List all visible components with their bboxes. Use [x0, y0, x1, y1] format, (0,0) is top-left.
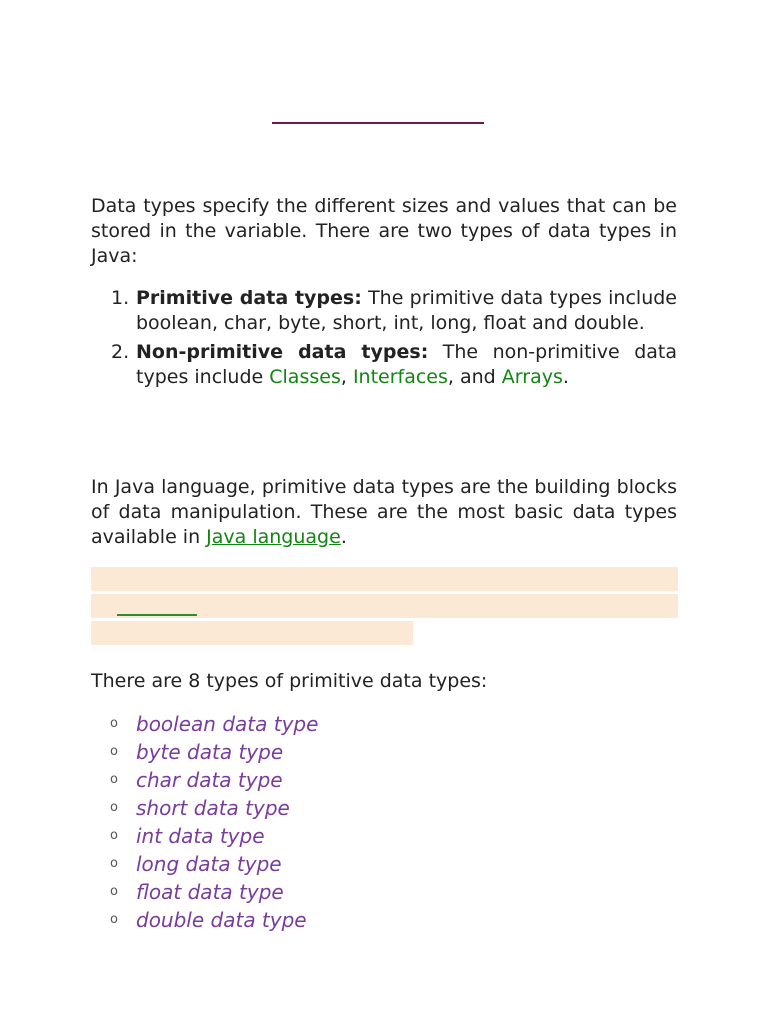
- primitive-type[interactable]: float data type: [136, 880, 284, 904]
- list-item: [110, 738, 318, 766]
- list-item: [110, 822, 318, 850]
- primitive-type[interactable]: byte data type: [136, 740, 284, 764]
- sentence-end: .: [340, 526, 347, 548]
- java-language-link[interactable]: Java language: [206, 526, 341, 548]
- bullet-icon: o: [110, 912, 118, 927]
- list-item: [110, 850, 318, 878]
- bullet-icon: o: [110, 800, 118, 815]
- data-type-categories-list: [91, 286, 677, 394]
- list-item: [110, 794, 318, 822]
- list-item: [110, 878, 318, 906]
- classes-link[interactable]: Classes: [269, 366, 341, 388]
- bullet-icon: o: [110, 772, 118, 787]
- bullet-icon: o: [110, 716, 118, 731]
- primitive-type[interactable]: char data type: [136, 768, 283, 792]
- primitive-type[interactable]: boolean data type: [136, 712, 319, 736]
- primitive-type[interactable]: short data type: [136, 796, 290, 820]
- list-item: [110, 710, 318, 738]
- term-primitive: Primitive data types:: [136, 287, 362, 309]
- primitive-type[interactable]: int data type: [136, 824, 265, 848]
- bullet-icon: o: [110, 856, 118, 871]
- title-rule: [272, 122, 484, 124]
- list-item-non-primitive: [91, 340, 677, 390]
- building-blocks-paragraph: [91, 475, 677, 550]
- separator: ,: [340, 366, 353, 388]
- highlight-link-underline[interactable]: [117, 614, 197, 616]
- separator: , and: [447, 366, 502, 388]
- highlight-band: [91, 567, 678, 591]
- list-item: [110, 906, 318, 934]
- list-number: 2.: [111, 341, 130, 363]
- non-primitive-description: The non-primitive data types include: [136, 341, 677, 388]
- bullet-icon: o: [110, 744, 118, 759]
- intro-paragraph: Data types specify the different sizes and values that can be stored in the variable. There are two types of data types in Java:: [91, 195, 677, 267]
- term-non-primitive: Non-primitive data types:: [136, 341, 429, 363]
- list-item: [110, 766, 318, 794]
- primitive-type[interactable]: long data type: [136, 852, 282, 876]
- bullet-icon: o: [110, 884, 118, 899]
- building-blocks-text: In Java language, primitive data types are the building blocks of data manipulation. These are the most basic data types available in: [91, 476, 677, 548]
- primitive-type[interactable]: double data type: [136, 908, 307, 932]
- highlight-band: [91, 621, 413, 645]
- list-item-primitive: [91, 286, 677, 336]
- primitive-count-sentence: There are 8 types of primitive data types:: [91, 670, 488, 692]
- primitive-description: The primitive data types include boolean, char, byte, short, int, long, float and double.: [136, 287, 677, 334]
- sentence-end: .: [562, 366, 569, 388]
- arrays-link[interactable]: Arrays: [501, 366, 563, 388]
- list-number: 1.: [111, 287, 130, 309]
- primitive-types-list: [110, 710, 318, 934]
- interfaces-link[interactable]: Interfaces: [352, 366, 448, 388]
- bullet-icon: o: [110, 828, 118, 843]
